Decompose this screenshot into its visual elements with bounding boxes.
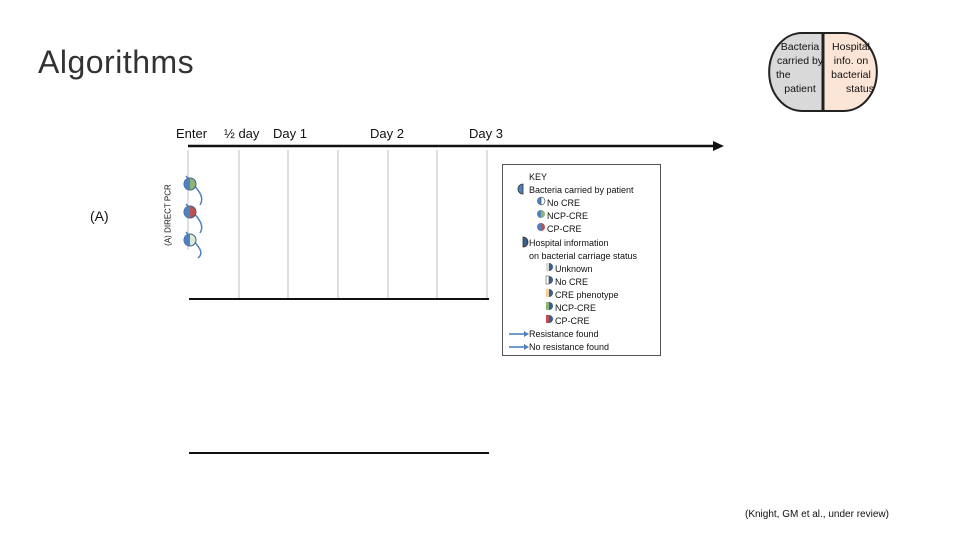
key-cre-phenotype-icon [546, 289, 553, 297]
timeline-grid [239, 150, 487, 300]
key-patient-icon [518, 184, 523, 194]
key-no-cre-icon [537, 197, 545, 205]
key-item: No resistance found [529, 342, 610, 352]
key-item: NCP-CRE [555, 303, 597, 313]
timeline-day3-label: Day 3 [469, 126, 503, 141]
row-a-label: (A) [90, 208, 109, 224]
key-unknown-icon [546, 263, 553, 271]
key-item: CP-CRE [547, 224, 582, 234]
key-item: Resistance found [529, 329, 599, 339]
key-hospital-icon [523, 237, 528, 247]
badge-left-text: Bacteria carried by the patient [776, 41, 824, 95]
key-item: on bacterial carriage status [529, 251, 638, 261]
timeline-halfday-label: ½ day [224, 126, 260, 141]
citation: (Knight, GM et al., under review) [745, 509, 889, 520]
timeline-arrow [188, 141, 724, 151]
key-item: Unknown [555, 264, 593, 274]
key-item: Hospital information [529, 238, 609, 248]
key-item: CP-CRE [555, 316, 590, 326]
row-a-side-label: (A) DIRECT PCR [163, 184, 173, 246]
key-item: No CRE [547, 198, 581, 208]
key-no-resistance-arrow [509, 344, 529, 350]
page-title: Algorithms [38, 44, 195, 80]
marker-cp-cre [184, 206, 196, 218]
patient-markers [184, 176, 202, 258]
key-title: KEY [529, 172, 548, 182]
timeline-day2-label: Day 2 [370, 126, 404, 141]
key-hosp-cp-cre-icon [546, 315, 553, 323]
key-box [502, 164, 661, 356]
key-cp-cre-icon [537, 223, 545, 231]
key-resistance-arrow [509, 331, 529, 337]
key-item: Bacteria carried by patient [529, 185, 634, 195]
marker-no-cre [184, 234, 196, 246]
badge-right-text: Hospital info. on bacterial status [831, 41, 874, 95]
timeline-enter-label: Enter [176, 126, 208, 141]
timeline-day1-label: Day 1 [273, 126, 307, 141]
key-hosp-no-cre-icon [546, 276, 553, 284]
marker-ncp-cre [184, 178, 196, 190]
key-item: No CRE [555, 277, 589, 287]
key-item: NCP-CRE [547, 211, 589, 221]
key-hosp-ncp-cre-icon [546, 302, 553, 310]
key-item: CRE phenotype [555, 290, 619, 300]
key-ncp-cre-icon [537, 210, 545, 218]
